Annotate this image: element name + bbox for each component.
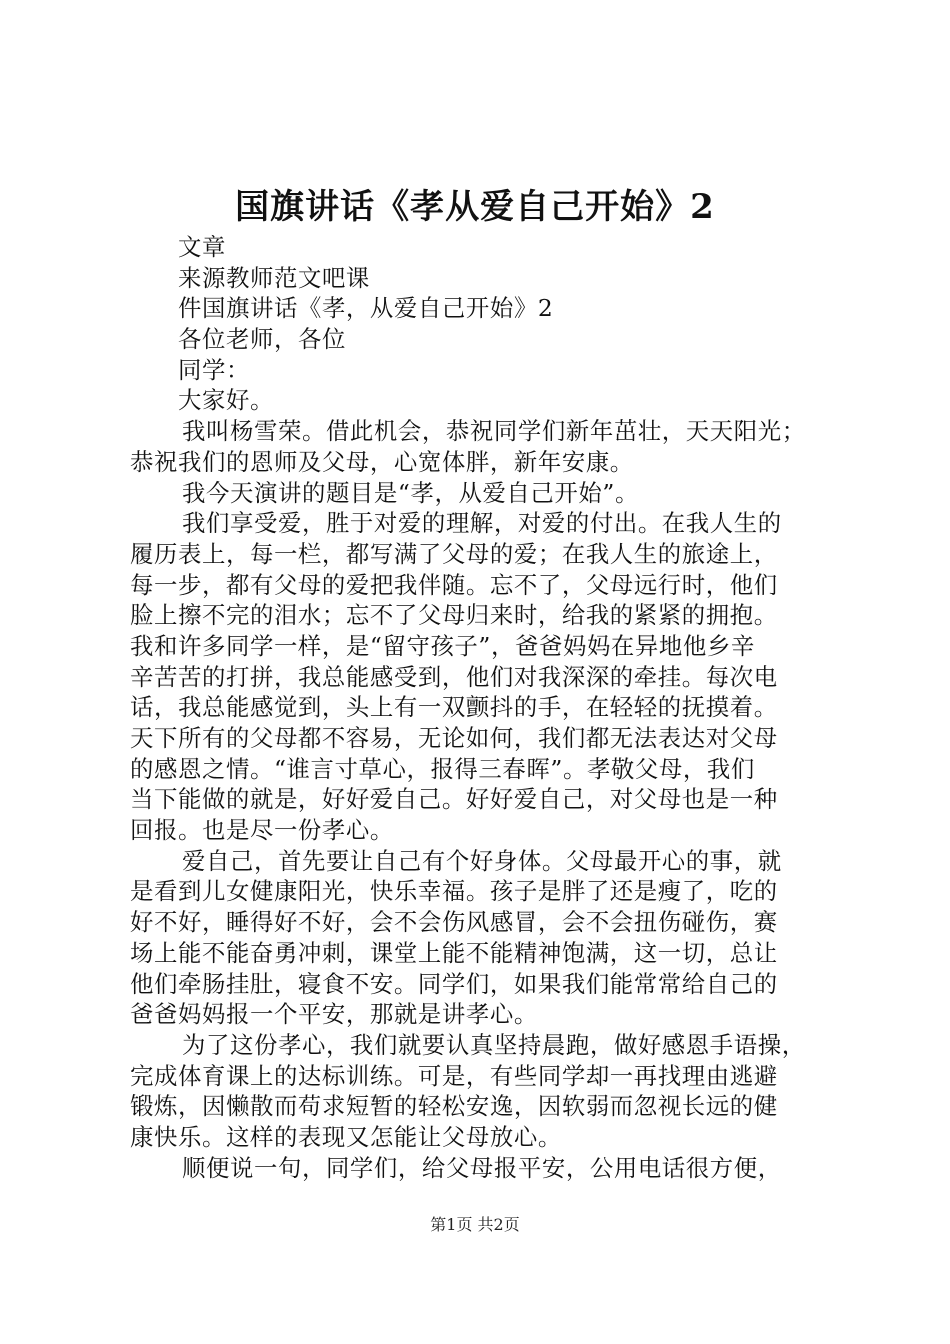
body-line: 同学：	[178, 355, 250, 384]
body-line: 是看到儿女健康阳光，快乐幸福。孩子是胖了还是瘦了，吃的	[130, 877, 778, 906]
body-line: 回报。也是尽一份孝心。	[130, 816, 394, 845]
paragraph-first-line: 我们享受爱，胜于对爱的理解，对爱的付出。在我人生的	[182, 509, 782, 538]
document-body	[130, 232, 835, 1183]
body-line: 大家好。	[178, 386, 274, 415]
paragraph-first-line: 爱自己，首先要让自己有个好身体。父母最开心的事，就	[182, 846, 782, 875]
body-line: 好不好，睡得好不好，会不会伤风感冒，会不会扭伤碰伤，赛	[130, 908, 778, 937]
page-footer: 第1页 共2页	[430, 1215, 520, 1234]
body-line: 件国旗讲话《孝，从爱自己开始》2	[178, 294, 554, 323]
body-line: 完成体育课上的达标训练。可是，有些同学却一再找理由逃避	[130, 1061, 778, 1090]
body-line: 各位老师，各位	[178, 325, 346, 354]
body-line: 恭祝我们的恩师及父母，心宽体胖，新年安康。	[130, 447, 634, 476]
body-line: 锻炼，因懒散而苟求短暂的轻松安逸，因软弱而忽视长远的健	[130, 1092, 778, 1121]
body-line: 每一步，都有父母的爱把我伴随。忘不了，父母远行时，他们	[130, 570, 778, 599]
paragraph-first-line: 我今天演讲的题目是“孝，从爱自己开始”。	[182, 478, 639, 507]
body-line: 来源教师范文吧课	[178, 263, 370, 292]
body-line: 他们牵肠挂肚，寝食不安。同学们，如果我们能常常给自己的	[130, 969, 778, 998]
paragraph-first-line: 我叫杨雪荣。借此机会，恭祝同学们新年茁壮，天天阳光；	[182, 417, 806, 446]
body-line: 辛苦苦的打拼，我总能感受到，他们对我深深的牵挂。每次电	[130, 662, 778, 691]
body-line: 康快乐。这样的表现又怎能让父母放心。	[130, 1122, 562, 1151]
body-line: 当下能做的就是，好好爱自己。好好爱自己，对父母也是一种	[130, 785, 778, 814]
body-line: 的感恩之情。“谁言寸草心，报得三春晖”。孝敬父母，我们	[130, 754, 755, 783]
body-line: 我和许多同学一样，是“留守孩子”，爸爸妈妈在异地他乡辛	[130, 631, 755, 660]
body-line: 话，我总能感觉到，头上有一双颤抖的手，在轻轻的抚摸着。	[130, 693, 778, 722]
paragraph-first-line: 为了这份孝心，我们就要认真坚持晨跑，做好感恩手语操，	[182, 1030, 806, 1059]
paragraph-first-line: 顺便说一句，同学们，给父母报平安，公用电话很方便，	[182, 1153, 782, 1182]
body-line: 脸上擦不完的泪水；忘不了父母归来时，给我的紧紧的拥抱。	[130, 601, 778, 630]
body-line: 场上能不能奋勇冲刺，课堂上能不能精神饱满，这一切，总让	[130, 938, 778, 967]
body-line: 履历表上，每一栏，都写满了父母的爱；在我人生的旅途上，	[130, 539, 778, 568]
body-line: 文章	[178, 233, 226, 261]
body-line: 爸爸妈妈报一个平安，那就是讲孝心。	[130, 1000, 538, 1029]
document-title: 国旗讲话《孝从爱自己开始》2	[235, 187, 715, 227]
body-line: 天下所有的父母都不容易，无论如何，我们都无法表达对父母	[130, 724, 778, 752]
